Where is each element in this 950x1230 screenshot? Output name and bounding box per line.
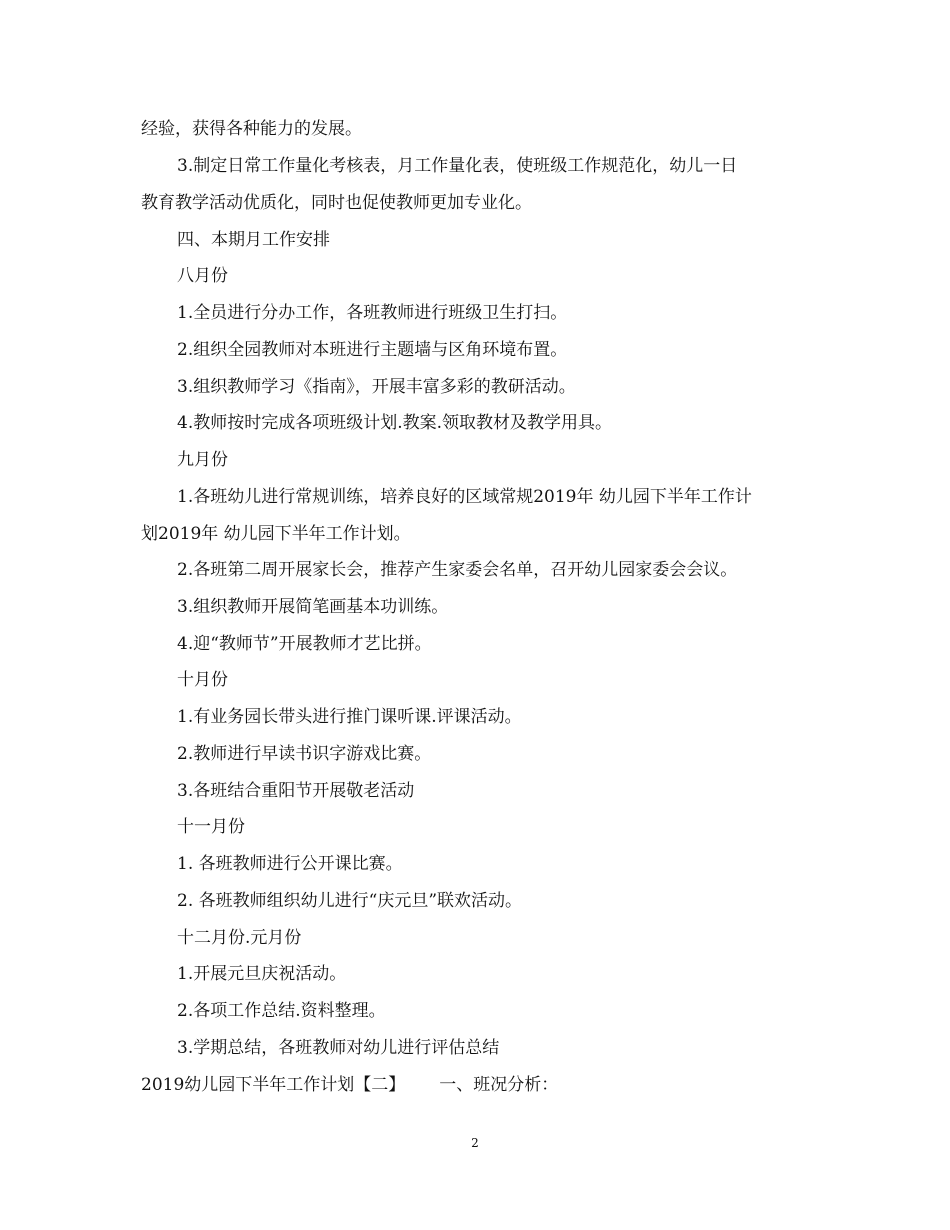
list-item: 3.各班结合重阳节开展敬老活动 [177,781,415,801]
paragraph-line: 3.制定日常工作量化考核表，月工作量化表，使班级工作规范化，幼儿一日 [177,156,738,176]
list-item: 3.组织教师学习《指南》，开展丰富多彩的教研活动。 [177,377,576,397]
month-heading-september: 九月份 [177,450,228,470]
list-item: 1. 各班教师进行公开课比赛。 [177,854,403,874]
month-heading-december-january: 十二月份.元月份 [177,928,302,948]
next-section-line [141,1073,821,1097]
month-heading-november: 十一月份 [177,817,245,837]
list-item: 4.教师按时完成各项班级计划.教案.领取教材及教学用具。 [177,413,613,433]
month-heading-august: 八月份 [177,266,228,286]
section-heading: 四、本期月工作安排 [177,230,330,250]
paragraph-line: 教育教学活动优质化，同时也促使教师更加专业化。 [141,193,532,213]
list-item-continuation: 划2019年 幼儿园下半年工作计划。 [141,524,411,544]
next-section-title: 2019幼儿园下半年工作计划【二】 [141,1075,406,1095]
list-item: 2.各班第二周开展家长会，推荐产生家委会名单，召开幼儿园家委会会议。 [177,560,738,580]
list-item: 1.全员进行分办工作，各班教师进行班级卫生打扫。 [177,303,568,323]
page-number: 2 [471,1136,479,1150]
list-item: 4.迎“教师节”开展教师才艺比拼。 [177,634,432,654]
class-analysis-heading: 一、班况分析： [439,1075,559,1095]
list-item: 2.组织全园教师对本班进行主题墙与区角环境布置。 [177,340,568,360]
list-item: 1.开展元旦庆祝活动。 [177,964,347,984]
list-item: 2.各项工作总结.资料整理。 [177,1001,386,1021]
list-item: 1.各班幼儿进行常规训练，培养良好的区域常规2019年 幼儿园下半年工作计 [177,487,752,507]
month-heading-october: 十月份 [177,670,228,690]
list-item: 3.学期总结，各班教师对幼儿进行评估总结 [177,1038,500,1058]
list-item: 2. 各班教师组织幼儿进行“庆元旦”联欢活动。 [177,891,523,911]
list-item: 3.组织教师开展简笔画基本功训练。 [177,597,449,617]
paragraph-line: 经验，获得各种能力的发展。 [141,119,362,139]
list-item: 1.有业务园长带头进行推门课听课.评课活动。 [177,707,522,727]
list-item: 2.教师进行早读书识字游戏比赛。 [177,744,432,764]
